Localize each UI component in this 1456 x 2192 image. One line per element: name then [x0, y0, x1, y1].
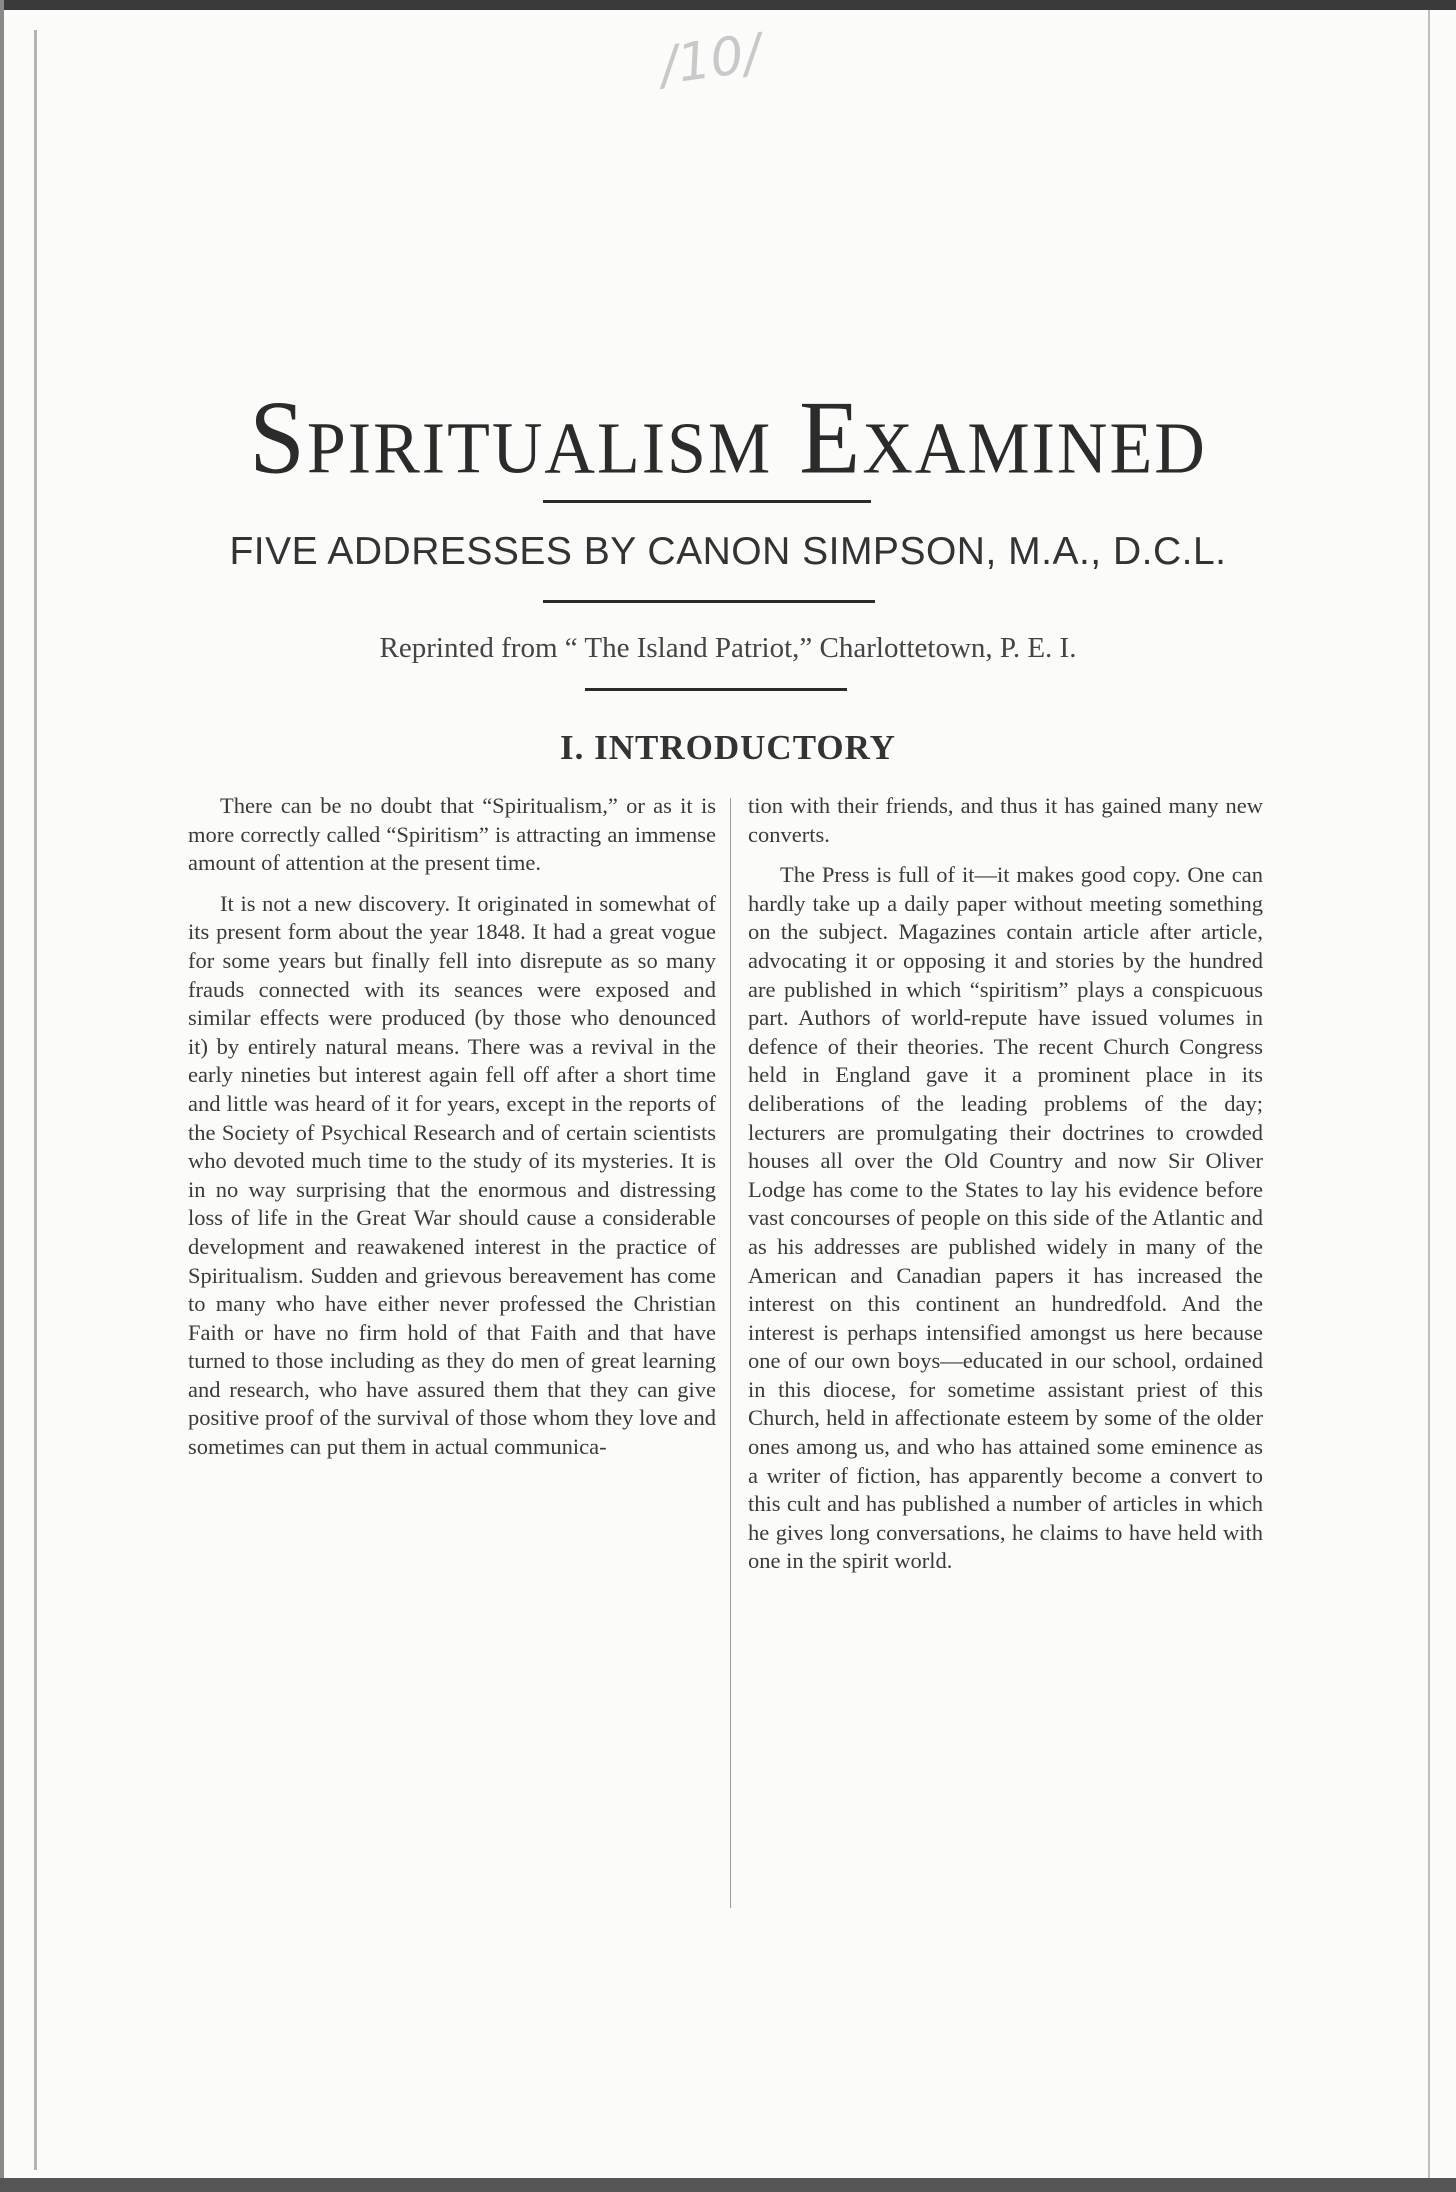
scan-top-border [0, 0, 1456, 10]
section-heading: I. INTRODUCTORY [560, 728, 896, 767]
title-rule [543, 500, 871, 503]
reprint-note: Reprinted from “ The Island Patriot,” Charlottetown, P. E. I. [379, 632, 1077, 664]
paragraph: There can be no doubt that “Spiritualism,” or as it is more correctly called “Spiritism” is attracting an immense amount of attention at the present time. [188, 793, 716, 876]
text-column-left [188, 792, 716, 1474]
page-binding-line [34, 30, 37, 2170]
paragraph: It is not a new discovery. It originated in somewhat of its present form about the year 1848. It had a great vogue for some years but finally fell into disrepute as so many frauds connected with its seances were exposed and similar effects were produced (by those who denounced it) by entirely natural means. There was a revival in the early nineties but interest again fell off after a short time and little was heard of it for years, except in the reports of the Society of Psychical Research and of certain scientists who devoted much time to the study of its mysteries. It is in no way surprising that the enormous and distressing loss of life in the Great War should cause a considerable development and reawakened interest in the practice of Spiritualism. Sudden and grievous bereavement has come to many who have either never professed the Christian Faith or have no firm hold of that Faith and that have turned to those including as they do men of great learning and research, who have assured them that they can give positive proof of the survival of those whom they love and sometimes can put them in actual communica- [188, 890, 716, 1460]
document-subtitle: FIVE ADDRESSES BY CANON SIMPSON, M.A., D.C.L. [229, 530, 1227, 573]
paragraph: The Press is full of it—it makes good copy. One can hardly take up a daily paper without meeting something on the subject. Magazines contain article after article, advocating it or opposing it and stories by the hundred are published in which “spiritism” plays a conspicuous part. Authors of world-repute have issued volumes in defence of their theories. The recent Church Congress held in England gave it a prominent place in its deliberations of the leading problems of the day; lecturers are promulgating their doctrines to crowded houses all over the Old Country and now Sir Oliver Lodge has come to the States to lay his evidence before vast concourses of people on this side of the Atlantic and as his addresses are published widely in many of the American and Canadian papers it has increased the interest on this continent an hundredfold. And the interest is perhaps intensified amongst us here because one of our own boys—educated in our school, ordained in this diocese, for sometime assistant priest of this Church, held in affectionate esteem by some of the older ones among us, and who has attained some eminence as a writer of fiction, has apparently become a convert to this cult and has published a number of articles in which he gives long conversations, he claims to have held with one in the spirit world. [748, 862, 1263, 1574]
scan-left-border [0, 0, 4, 2192]
pencil-page-note: /10/ [656, 23, 765, 97]
scan-bottom-border [0, 2178, 1456, 2192]
subtitle-rule [543, 600, 875, 603]
text-column-right [748, 792, 1263, 1588]
page-right-edge [1428, 10, 1430, 2180]
paragraph-continuation: tion with their friends, and thus it has gained many new converts. [748, 793, 1263, 847]
column-divider [730, 798, 731, 1908]
document-title: Spiritualism Examined [249, 379, 1207, 496]
reprint-rule [585, 688, 847, 691]
